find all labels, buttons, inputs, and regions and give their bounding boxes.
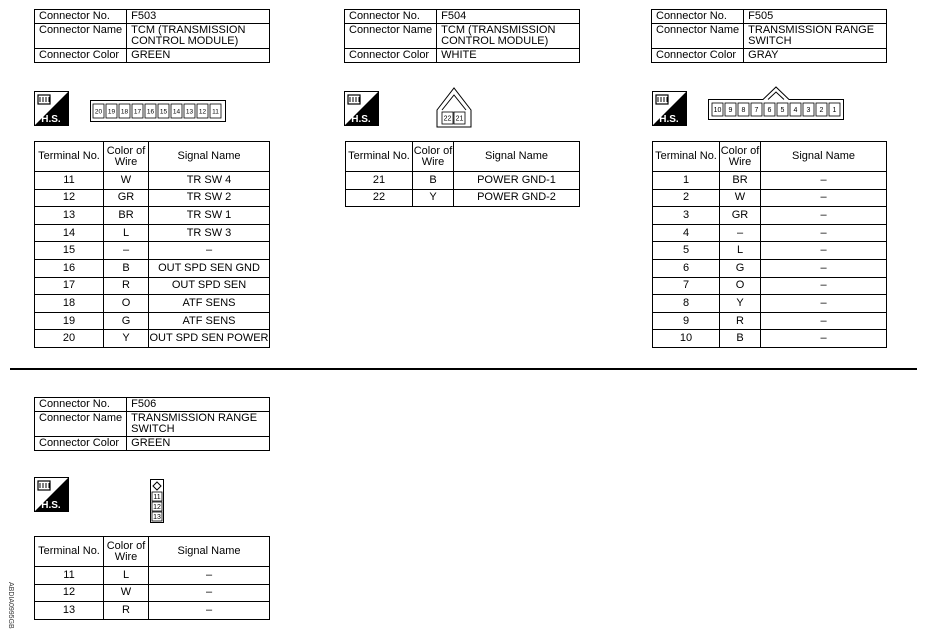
svg-text:10: 10 (713, 107, 722, 115)
signal-name-cell: – (761, 224, 887, 242)
connector-no-label: Connector No. (35, 10, 127, 24)
table-row (653, 242, 887, 260)
connector-color-value: GRAY (744, 49, 887, 63)
table-row (35, 330, 270, 348)
signal-name-header: Signal Name (454, 142, 580, 172)
terminal-table-f505 (652, 141, 887, 348)
wire-color-cell: L (104, 224, 149, 242)
connector-pin (738, 103, 749, 116)
table-row (35, 259, 270, 277)
signal-name-cell: – (761, 330, 887, 348)
connector-color-label: Connector Color (35, 49, 127, 63)
svg-text:7: 7 (754, 107, 759, 115)
connector-no-label: Connector No. (35, 398, 127, 412)
table-row (653, 224, 887, 242)
svg-text:H.S.: H.S. (351, 114, 371, 125)
signal-name-cell: ATF SENS (149, 312, 270, 330)
harness-side-icon (34, 91, 69, 126)
wire-color-cell: G (104, 312, 149, 330)
connector-name-value: TCM (TRANSMISSION CONTROL MODULE) (127, 24, 270, 49)
signal-name-cell: OUT SPD SEN POWER (149, 330, 270, 348)
connector-color-value: GREEN (127, 49, 270, 63)
wire-color-cell: Y (720, 295, 761, 313)
terminal-no-cell: 20 (35, 330, 104, 348)
terminal-no-cell: 6 (653, 259, 720, 277)
signal-name-cell: OUT SPD SEN (149, 277, 270, 295)
wire-color-cell: B (413, 172, 454, 190)
signal-name-header: Signal Name (761, 142, 887, 172)
wire-color-cell: W (720, 189, 761, 207)
svg-text:15: 15 (159, 108, 168, 116)
connector-pin (803, 103, 814, 116)
signal-name-cell: – (761, 312, 887, 330)
terminal-no-cell: 13 (35, 602, 104, 620)
table-row (35, 207, 270, 225)
connector-pin (152, 512, 162, 521)
svg-text:13: 13 (185, 108, 194, 116)
connector-pin (454, 112, 465, 124)
table-row (35, 312, 270, 330)
signal-name-cell: – (149, 584, 270, 602)
signal-name-cell: – (761, 295, 887, 313)
wire-color-cell: R (104, 602, 149, 620)
connector-pin (152, 502, 162, 511)
table-row (653, 295, 887, 313)
svg-text:H.S.: H.S. (659, 114, 679, 125)
color-of-wire-header: Color of Wire (104, 537, 149, 567)
connector-color-value: GREEN (127, 437, 270, 451)
table-row (35, 224, 270, 242)
signal-name-cell: – (761, 242, 887, 260)
wire-color-cell: – (104, 242, 149, 260)
connector-no-value: F505 (744, 10, 887, 24)
svg-text:14: 14 (172, 108, 181, 116)
connector-no-value: F506 (127, 398, 270, 412)
connector-pin (158, 104, 169, 118)
connector-pin (210, 104, 221, 118)
color-of-wire-header: Color of Wire (104, 142, 149, 172)
table-row (653, 330, 887, 348)
connector-pin (152, 492, 162, 501)
terminal-no-cell: 17 (35, 277, 104, 295)
wire-color-cell: B (720, 330, 761, 348)
table-row (35, 189, 270, 207)
connector-name-value: TCM (TRANSMISSION CONTROL MODULE) (437, 24, 580, 49)
table-row (35, 602, 270, 620)
signal-name-cell: OUT SPD SEN GND (149, 259, 270, 277)
connector-no-value: F503 (127, 10, 270, 24)
terminal-no-cell: 2 (653, 189, 720, 207)
table-row (346, 172, 580, 190)
svg-text:3: 3 (806, 107, 811, 115)
terminal-no-cell: 14 (35, 224, 104, 242)
wire-color-cell: Y (413, 189, 454, 207)
svg-text:20: 20 (94, 108, 103, 116)
svg-text:4: 4 (793, 107, 798, 115)
connector-pin (93, 104, 104, 118)
table-row (653, 172, 887, 190)
table-row (35, 242, 270, 260)
harness-side-icon (652, 91, 687, 126)
signal-name-cell: – (149, 602, 270, 620)
harness-side-icon (344, 91, 379, 126)
table-row (35, 567, 270, 585)
terminal-no-cell: 11 (35, 172, 104, 190)
svg-text:12: 12 (198, 108, 207, 116)
terminal-no-cell: 22 (346, 189, 413, 207)
connector-pin (171, 104, 182, 118)
table-row (653, 189, 887, 207)
connector-no-label: Connector No. (652, 10, 744, 24)
connector-color-label: Connector Color (652, 49, 744, 63)
table-row (35, 277, 270, 295)
svg-text:12: 12 (153, 504, 161, 512)
svg-text:2: 2 (819, 107, 824, 115)
table-row (653, 207, 887, 225)
connector-pin (725, 103, 736, 116)
connector-pin (106, 104, 117, 118)
wire-color-cell: W (104, 172, 149, 190)
wire-color-cell: BR (104, 207, 149, 225)
terminal-no-header: Terminal No. (346, 142, 413, 172)
connector-info-f504 (344, 9, 580, 63)
wire-color-cell: L (104, 567, 149, 585)
svg-text:16: 16 (146, 108, 155, 116)
color-of-wire-header: Color of Wire (720, 142, 761, 172)
signal-name-header: Signal Name (149, 142, 270, 172)
wire-color-cell: W (104, 584, 149, 602)
signal-name-cell: POWER GND-1 (454, 172, 580, 190)
terminal-no-cell: 8 (653, 295, 720, 313)
connector-pin (777, 103, 788, 116)
connector-pin (816, 103, 827, 116)
signal-name-cell: – (761, 259, 887, 277)
table-row (35, 172, 270, 190)
connector-info-f505 (651, 9, 887, 63)
signal-name-cell: ATF SENS (149, 295, 270, 313)
svg-text:11: 11 (212, 108, 219, 116)
signal-name-cell: – (149, 567, 270, 585)
connector-info-f506 (34, 397, 270, 451)
connector-color-label: Connector Color (35, 437, 127, 451)
terminal-no-cell: 16 (35, 259, 104, 277)
table-row (35, 295, 270, 313)
connector-color-label: Connector Color (345, 49, 437, 63)
signal-name-cell: – (761, 207, 887, 225)
connector-pin (132, 104, 143, 118)
connector-no-label: Connector No. (345, 10, 437, 24)
signal-name-cell: – (761, 172, 887, 190)
terminal-no-cell: 12 (35, 584, 104, 602)
connector-pin (751, 103, 762, 116)
signal-name-cell: POWER GND-2 (454, 189, 580, 207)
wire-color-cell: GR (720, 207, 761, 225)
figure-code: ABDIA0995GB (7, 582, 14, 629)
svg-text:19: 19 (107, 108, 116, 116)
connector-name-value: TRANSMISSION RANGE SWITCH (127, 412, 270, 437)
svg-text:22: 22 (443, 115, 452, 123)
color-of-wire-header: Color of Wire (413, 142, 454, 172)
connector-pin (712, 103, 723, 116)
connector-no-value: F504 (437, 10, 580, 24)
connector-face-f506 (150, 479, 164, 523)
terminal-no-cell: 3 (653, 207, 720, 225)
terminal-no-header: Terminal No. (35, 142, 104, 172)
signal-name-cell: TR SW 2 (149, 189, 270, 207)
connector-name-label: Connector Name (345, 24, 437, 49)
connector-pin (829, 103, 840, 116)
wire-color-cell: O (720, 277, 761, 295)
terminal-no-cell: 11 (35, 567, 104, 585)
wire-color-cell: L (720, 242, 761, 260)
terminal-no-cell: 1 (653, 172, 720, 190)
svg-text:18: 18 (120, 108, 129, 116)
connector-pin (145, 104, 156, 118)
wire-color-cell: O (104, 295, 149, 313)
connector-pin (764, 103, 775, 116)
table-row (346, 189, 580, 207)
terminal-no-cell: 7 (653, 277, 720, 295)
svg-text:21: 21 (455, 115, 464, 123)
connector-pin (790, 103, 801, 116)
terminal-table-f506 (34, 536, 270, 620)
terminal-no-cell: 5 (653, 242, 720, 260)
terminal-no-cell: 18 (35, 295, 104, 313)
terminal-no-header: Terminal No. (35, 537, 104, 567)
wire-color-cell: – (720, 224, 761, 242)
svg-text:6: 6 (767, 107, 772, 115)
terminal-no-cell: 13 (35, 207, 104, 225)
terminal-table-f504 (345, 141, 580, 207)
connector-face-f503 (90, 100, 226, 122)
svg-text:11: 11 (153, 494, 161, 502)
wire-color-cell: R (720, 312, 761, 330)
connector-face-f505 (708, 86, 844, 120)
svg-text:8: 8 (741, 107, 746, 115)
connector-name-value: TRANSMISSION RANGE SWITCH (744, 24, 887, 49)
svg-text:1: 1 (832, 107, 837, 115)
svg-text:17: 17 (133, 108, 142, 116)
connector-pin (184, 104, 195, 118)
terminal-no-cell: 12 (35, 189, 104, 207)
table-row (653, 312, 887, 330)
table-row (35, 584, 270, 602)
terminal-no-cell: 10 (653, 330, 720, 348)
connector-pin (119, 104, 130, 118)
section-divider (10, 368, 917, 370)
wire-color-cell: R (104, 277, 149, 295)
svg-text:H.S.: H.S. (41, 114, 61, 125)
svg-text:13: 13 (153, 514, 161, 522)
harness-side-icon (34, 477, 69, 512)
table-row (653, 277, 887, 295)
terminal-table-f503 (34, 141, 270, 348)
connector-name-label: Connector Name (35, 24, 127, 49)
wire-color-cell: GR (104, 189, 149, 207)
signal-name-cell: TR SW 4 (149, 172, 270, 190)
table-row (653, 259, 887, 277)
wire-color-cell: B (104, 259, 149, 277)
connector-color-value: WHITE (437, 49, 580, 63)
svg-text:5: 5 (780, 107, 785, 115)
signal-name-cell: TR SW 1 (149, 207, 270, 225)
terminal-no-header: Terminal No. (653, 142, 720, 172)
wire-color-cell: BR (720, 172, 761, 190)
terminal-no-cell: 21 (346, 172, 413, 190)
signal-name-cell: – (149, 242, 270, 260)
terminal-no-cell: 9 (653, 312, 720, 330)
wire-color-cell: G (720, 259, 761, 277)
connector-name-label: Connector Name (652, 24, 744, 49)
wire-color-cell: Y (104, 330, 149, 348)
signal-name-cell: TR SW 3 (149, 224, 270, 242)
connector-pin (197, 104, 208, 118)
connector-pin (442, 112, 453, 124)
svg-text:9: 9 (728, 107, 733, 115)
connector-name-label: Connector Name (35, 412, 127, 437)
connector-info-f503 (34, 9, 270, 63)
terminal-no-cell: 15 (35, 242, 104, 260)
terminal-no-cell: 19 (35, 312, 104, 330)
terminal-no-cell: 4 (653, 224, 720, 242)
svg-text:H.S.: H.S. (41, 500, 61, 511)
connector-face-f504 (436, 86, 472, 128)
signal-name-cell: – (761, 277, 887, 295)
signal-name-header: Signal Name (149, 537, 270, 567)
signal-name-cell: – (761, 189, 887, 207)
